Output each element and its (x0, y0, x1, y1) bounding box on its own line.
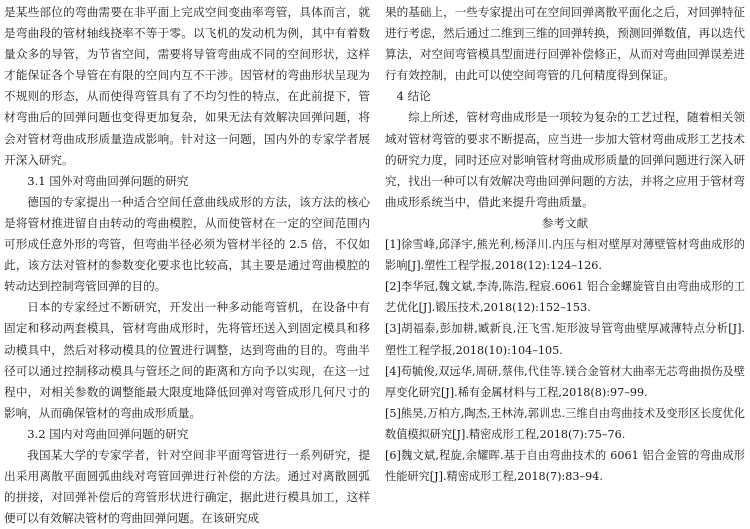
body-paragraph: 德国的专家提出一种适合空间任意曲线成形的方法，该方法的核心是将管材推进留自由转动的弯曲模腔，从而使管材在一定的空间范围内可形成任意外形的弯管，但弯曲半径必须为管材半径的 2.5 倍，不仅如此，该方法对管材的参数变化要求也比较高，其主要是通过弯曲模腔的转动达到控制弯管回弹的目的。 (4, 194, 370, 294)
reference-item: [2]李华冠,魏文斌,李涛,陈浩,程宸.6061 铝合金螺旋管自由弯曲成形的工艺优化[J].锻压技术,2018(12):152–153. (385, 280, 745, 315)
reference-item: [5]熊昊,万柏方,陶杰,王林涛,郭训忠.三维自由弯曲技术及变形区长度优化数值模拟研究[J].精密成形工程,2018(7):75–76. (385, 406, 745, 441)
reference-item: [1]徐雪峰,邱泽宇,熊光利,杨泽川.内压与相对壁厚对薄壁管材弯曲成形的影响[J].塑性工程学报,2018(12):124–126. (385, 238, 745, 273)
references-list (385, 234, 745, 487)
body-paragraph: 日本的专家经过不断研究，开发出一种多动能弯管机，在设备中有固定和移动两套模具，管材弯曲成形时，先将管坯送入到固定模具和移动模具中，然后对移动模具的位置进行调整，达到弯曲的目的。弯曲半径可以通过控制移动模具与管坯之间的距离和方向予以实现，在这一过程中，对相关参数的调整能最大限度地降低回弹对弯管成形几何尺寸的影响，从而确保管材的弯曲成形质量。 (4, 300, 370, 420)
reference-item: [3]胡福泰,彭加耕,臧新良,汪飞雪.矩形波导管弯曲壁厚减薄特点分析[J].塑性工程学报,2018(10):104–105. (385, 322, 745, 357)
section-heading-4: 4 结论 (396, 89, 431, 104)
body-paragraph: 综上所述，管材弯曲成形是一项较为复杂的工艺过程，随着相关领域对管材弯管的要求不断提高，应当进一步加大管材弯曲成形工艺技术的研究力度，同时还应对影响管材弯曲成形质量的回弹问题进行深入研究，找出一种可以有效解决弯曲回弹问题的方法，并将之应用于管材弯曲成形系统当中，借此来提升弯曲质量。 (385, 110, 745, 209)
references-title: 参考文献 (541, 215, 589, 230)
section-heading-3-1: 3.1 国外对弯曲回弹问题的研究 (27, 173, 189, 188)
section-heading-3-2: 3.2 国内对弯曲回弹问题的研究 (27, 426, 189, 441)
left-column (4, 2, 370, 529)
reference-item: [4]苟毓俊,双远华,周研,蔡伟,代佳等.镁合金管材大曲率无芯弯曲损伤及壁厚变化研究[J].稀有金属材料与工程,2018(8):97–99. (385, 364, 745, 399)
body-paragraph: 是某些部位的弯曲需要在非平面上完成空间变曲率弯管，具体而言，就是弯曲段的管材轴线挠率不等于零。以飞机的发动机为例，其中有着数量众多的导管，为节省空间，需要将导管弯曲成不同的空间形状，这样才能保证各个导管在有限的空间内互不干涉。因管材的弯曲形状呈现为不规则的形态，从而使得弯管具有了不均匀性的特点，在此前提下，管材弯曲后的回弹问题也变得更加复杂，如果无法有效解决回弹问题，将会对管材弯曲成形质量造成影响。针对这一问题，国内外的专家学者展开深入研究。 (4, 5, 370, 167)
right-column (385, 2, 745, 487)
reference-item: [6]魏文斌,程旋,余耀晖.基于自由弯曲技术的 6061 铝合金管的弯曲成形性能研究[J].精密成形工程,2018(7):83–94. (385, 448, 745, 484)
body-paragraph: 果的基础上，一些专家提出可在空间回弹离散平面化之后，对回弹特征进行考虑，然后通过二维到三维的回弹转换，预测回弹数值，再以迭代算法，对空间弯管模具型面进行回弹补偿修正，从而对弯曲回弹误差进行有效控制，由此可以使空间弯管的几何精度得到保证。 (385, 5, 745, 83)
body-paragraph: 我国某大学的专家学者，针对空间非平面弯管进行一系列研究，提出采用离散平面圆弧曲线对弯管回弹进行补偿的方法。通过对离散圆弧的拼接，对回弹补偿后的弯管形状进行确定，据此进行模具加工，这样便可以有效解决管材的弯曲回弹问题。在该研究成 (4, 447, 370, 526)
